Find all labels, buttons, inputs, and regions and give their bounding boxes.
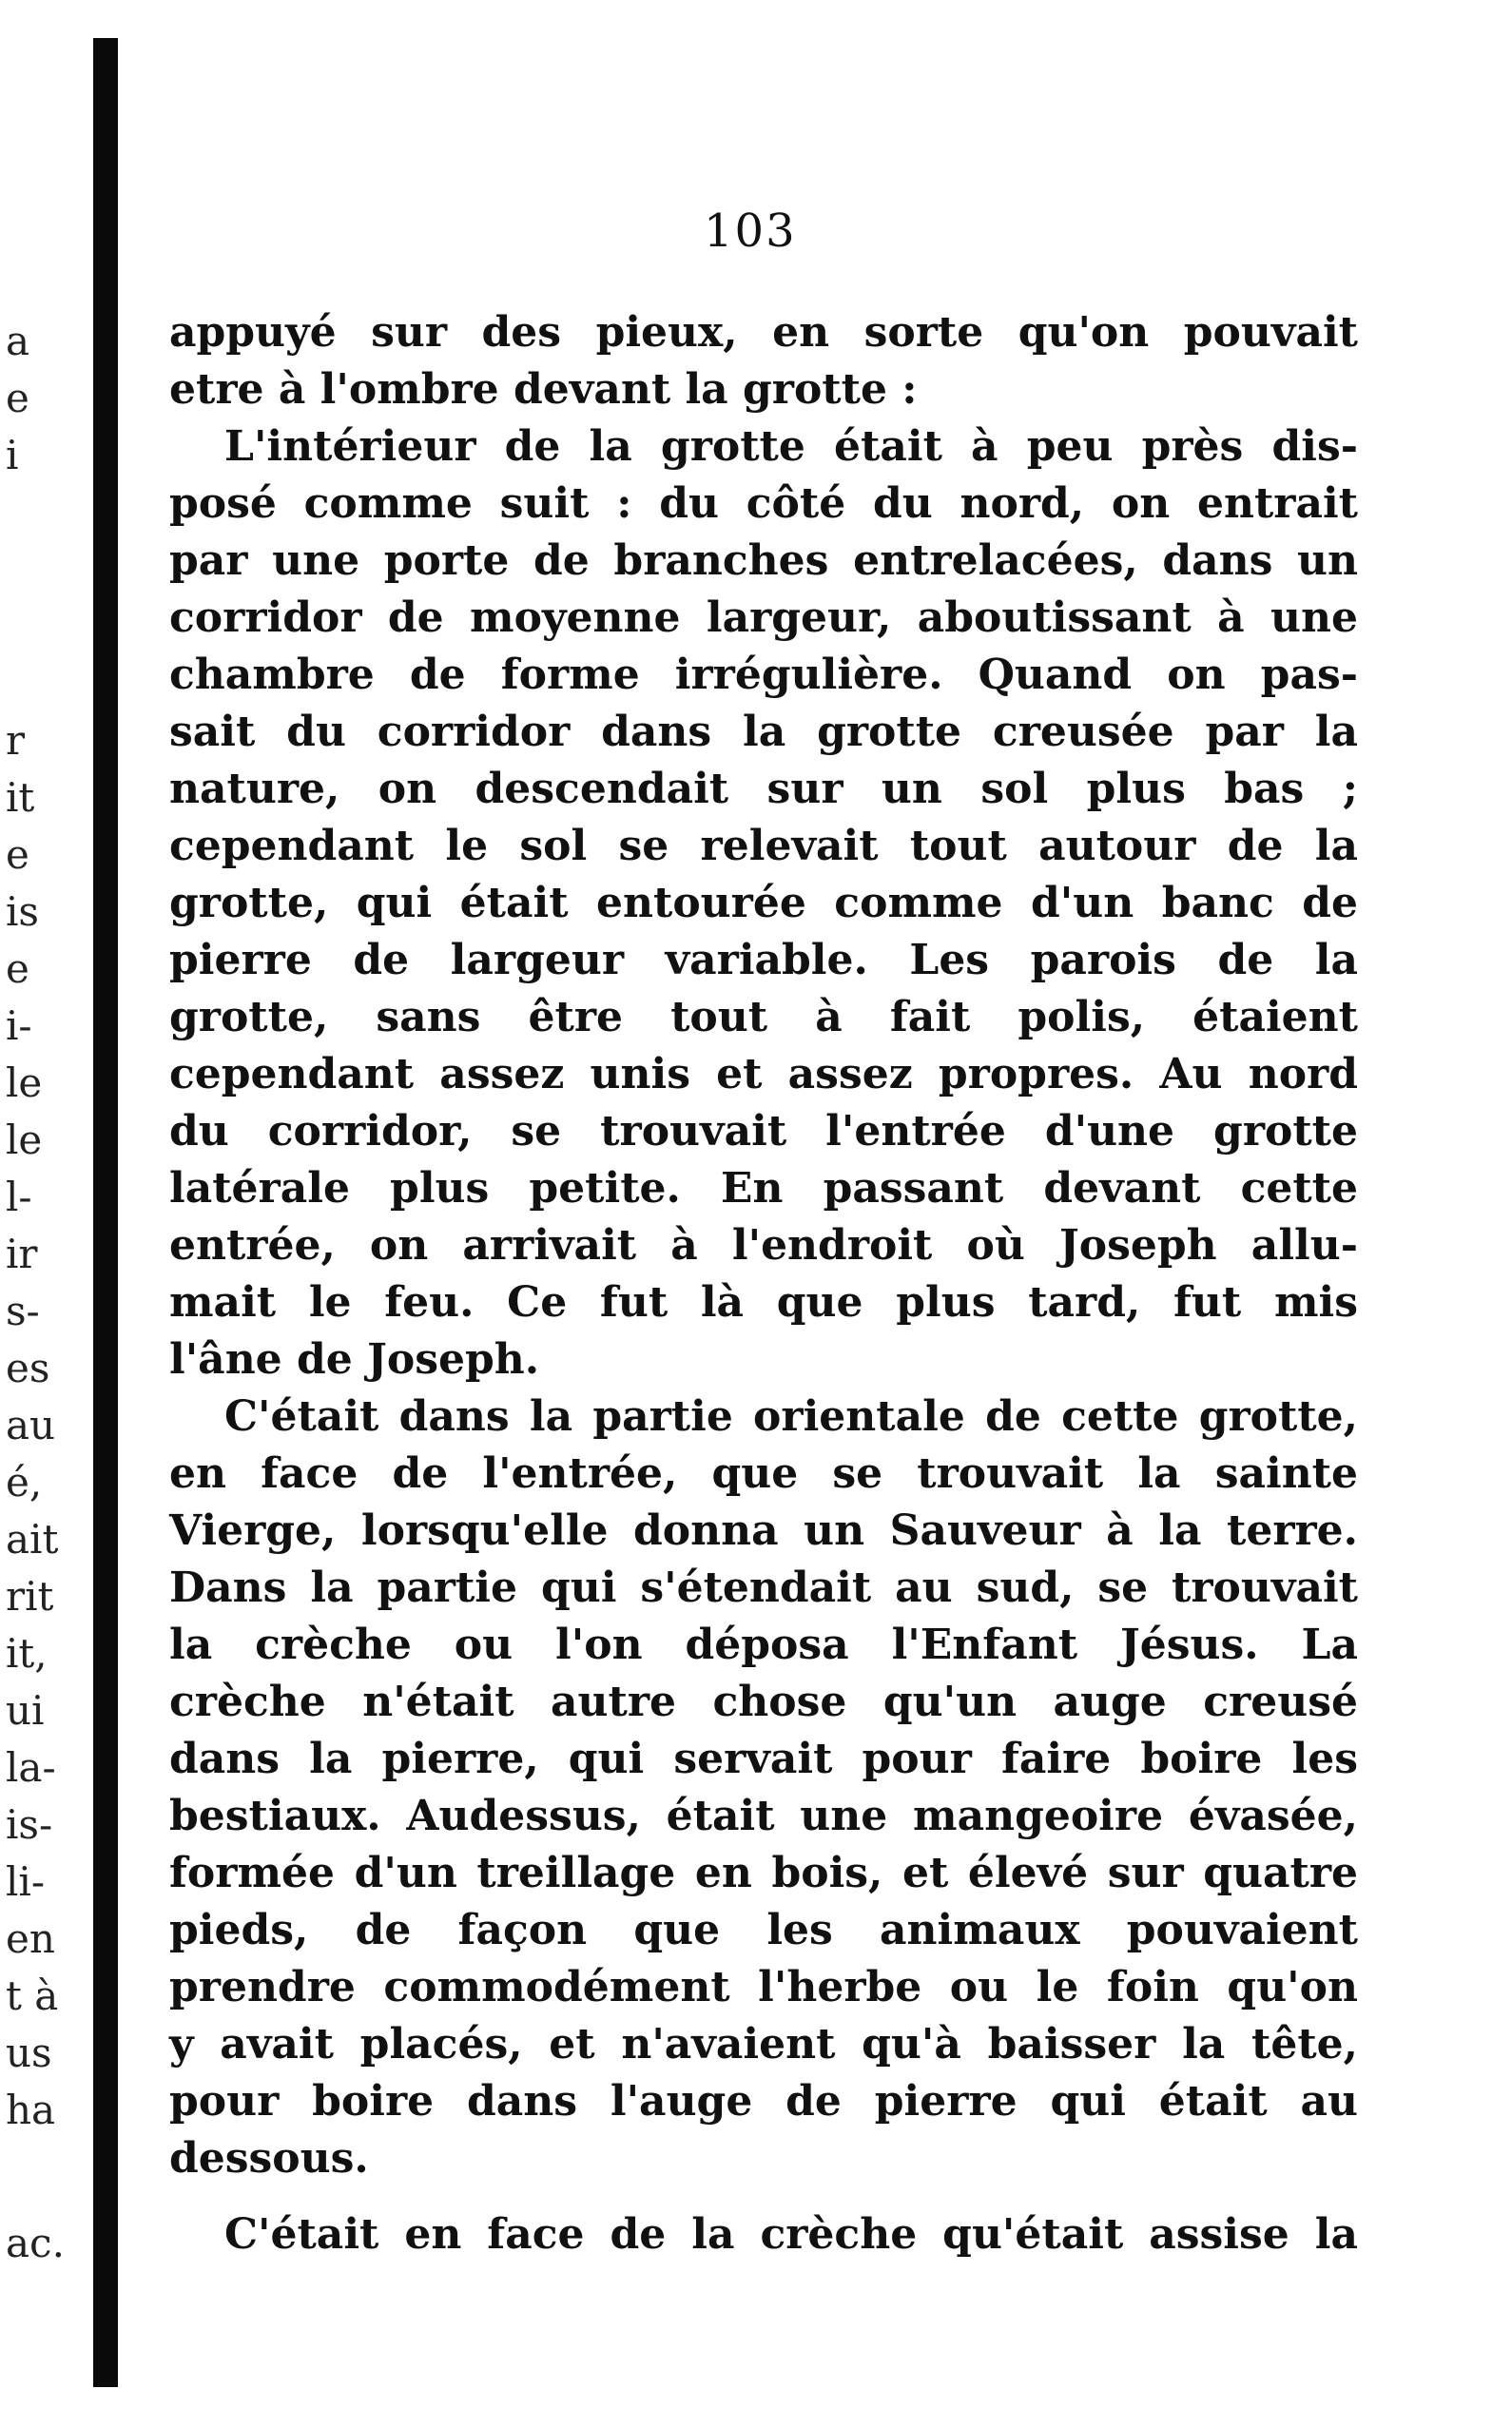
margin-fragment: ait: [6, 1516, 59, 1563]
text-line: C'était dans la partie orientale de cette grotte,: [224, 1392, 1358, 1441]
text-line: appuyé sur des pieux, en sorte qu'on pouvait: [169, 308, 1358, 357]
text-line: grotte, qui était entourée comme d'un banc de: [169, 879, 1358, 927]
margin-fragment: é,: [6, 1459, 43, 1505]
text-line: crèche n'était autre chose qu'un auge creusé: [169, 1678, 1358, 1726]
text-line: cependant le sol se relevait tout autour de la: [169, 822, 1358, 870]
text-line: pierre de largeur variable. Les parois de la: [169, 936, 1358, 984]
text-line: entrée, on arrivait à l'endroit où Joseph allu-: [169, 1221, 1358, 1270]
margin-fragment: ha: [6, 2087, 56, 2133]
text-line: latérale plus petite. En passant devant cette: [169, 1164, 1358, 1213]
page-number: 103: [704, 204, 797, 258]
text-line: y avait placés, et n'avaient qu'à baisser la tête,: [169, 2020, 1358, 2069]
text-line: en face de l'entrée, que se trouvait la sainte: [169, 1449, 1358, 1498]
text-line: par une porte de branches entrelacées, dans un: [169, 536, 1358, 585]
text-line: chambre de forme irrégulière. Quand on pas-: [169, 651, 1358, 699]
margin-fragment: it: [6, 774, 35, 821]
margin-fragment: e: [6, 945, 29, 992]
margin-fragment: le: [6, 1059, 43, 1106]
margin-fragment: i-: [6, 1002, 32, 1049]
margin-fragment: le: [6, 1117, 43, 1163]
text-line: la crèche ou l'on déposa l'Enfant Jésus. La: [169, 1621, 1358, 1669]
margin-fragment: is: [6, 888, 39, 935]
binding-gutter: [93, 38, 118, 2387]
text-line: Vierge, lorsqu'elle donna un Sauveur à la terre.: [169, 1506, 1358, 1555]
margin-fragment: rit: [6, 1573, 54, 1620]
text-line: sait du corridor dans la grotte creusée par la: [169, 708, 1358, 756]
margin-fragment: li-: [6, 1858, 46, 1905]
margin-fragment: la-: [6, 1744, 56, 1791]
text-line: Dans la partie qui s'étendait au sud, se trouvait: [169, 1564, 1358, 1612]
margin-fragment: t à: [6, 1972, 59, 2019]
text-line: l'âne de Joseph.: [169, 1335, 540, 1384]
text-line: etre à l'ombre devant la grotte :: [169, 365, 918, 414]
text-line: nature, on descendait sur un sol plus bas ;: [169, 765, 1358, 813]
text-line: prendre commodément l'herbe ou le foin qu'on: [169, 1963, 1358, 2011]
margin-fragment: r: [6, 717, 26, 764]
text-line: C'était en face de la crèche qu'était assise la: [224, 2210, 1358, 2259]
margin-fragment: s-: [6, 1288, 40, 1334]
margin-fragment: ac.: [6, 2220, 65, 2266]
margin-fragment: us: [6, 2030, 52, 2076]
margin-fragment: e: [6, 831, 29, 878]
text-line: bestiaux. Audessus, était une mangeoire évasée,: [169, 1792, 1358, 1840]
margin-fragment: it,: [6, 1630, 48, 1677]
margin-fragment: au: [6, 1402, 56, 1448]
margin-fragment: l-: [6, 1174, 32, 1220]
margin-fragment: ui: [6, 1687, 45, 1734]
text-line: cependant assez unis et assez propres. Au nord: [169, 1050, 1358, 1098]
text-line: L'intérieur de la grotte était à peu près dis-: [224, 422, 1358, 471]
text-line: mait le feu. Ce fut là que plus tard, fut mis: [169, 1278, 1358, 1327]
facing-page-margin: [0, 0, 91, 2428]
body-text: [169, 304, 1358, 2263]
text-line: pieds, de façon que les animaux pouvaient: [169, 1906, 1358, 1954]
text-line: dans la pierre, qui servait pour faire boire les: [169, 1735, 1358, 1783]
margin-fragment: e: [6, 375, 29, 421]
text-line: corridor de moyenne largeur, aboutissant à une: [169, 593, 1358, 642]
margin-fragment: en: [6, 1915, 55, 1962]
text-line: formée d'un treillage en bois, et élevé sur quatre: [169, 1849, 1358, 1897]
text-line: posé comme suit : du côté du nord, on entrait: [169, 479, 1358, 528]
text-line: grotte, sans être tout à fait polis, étaient: [169, 993, 1358, 1041]
margin-fragment: is-: [6, 1801, 53, 1848]
margin-fragment: ir: [6, 1231, 38, 1277]
text-line: du corridor, se trouvait l'entrée d'une grotte: [169, 1107, 1358, 1156]
margin-fragment: i: [6, 432, 19, 478]
text-line: dessous.: [169, 2134, 369, 2183]
margin-fragment: a: [6, 318, 30, 364]
text-line: pour boire dans l'auge de pierre qui était au: [169, 2077, 1358, 2126]
margin-fragment: es: [6, 1345, 50, 1391]
